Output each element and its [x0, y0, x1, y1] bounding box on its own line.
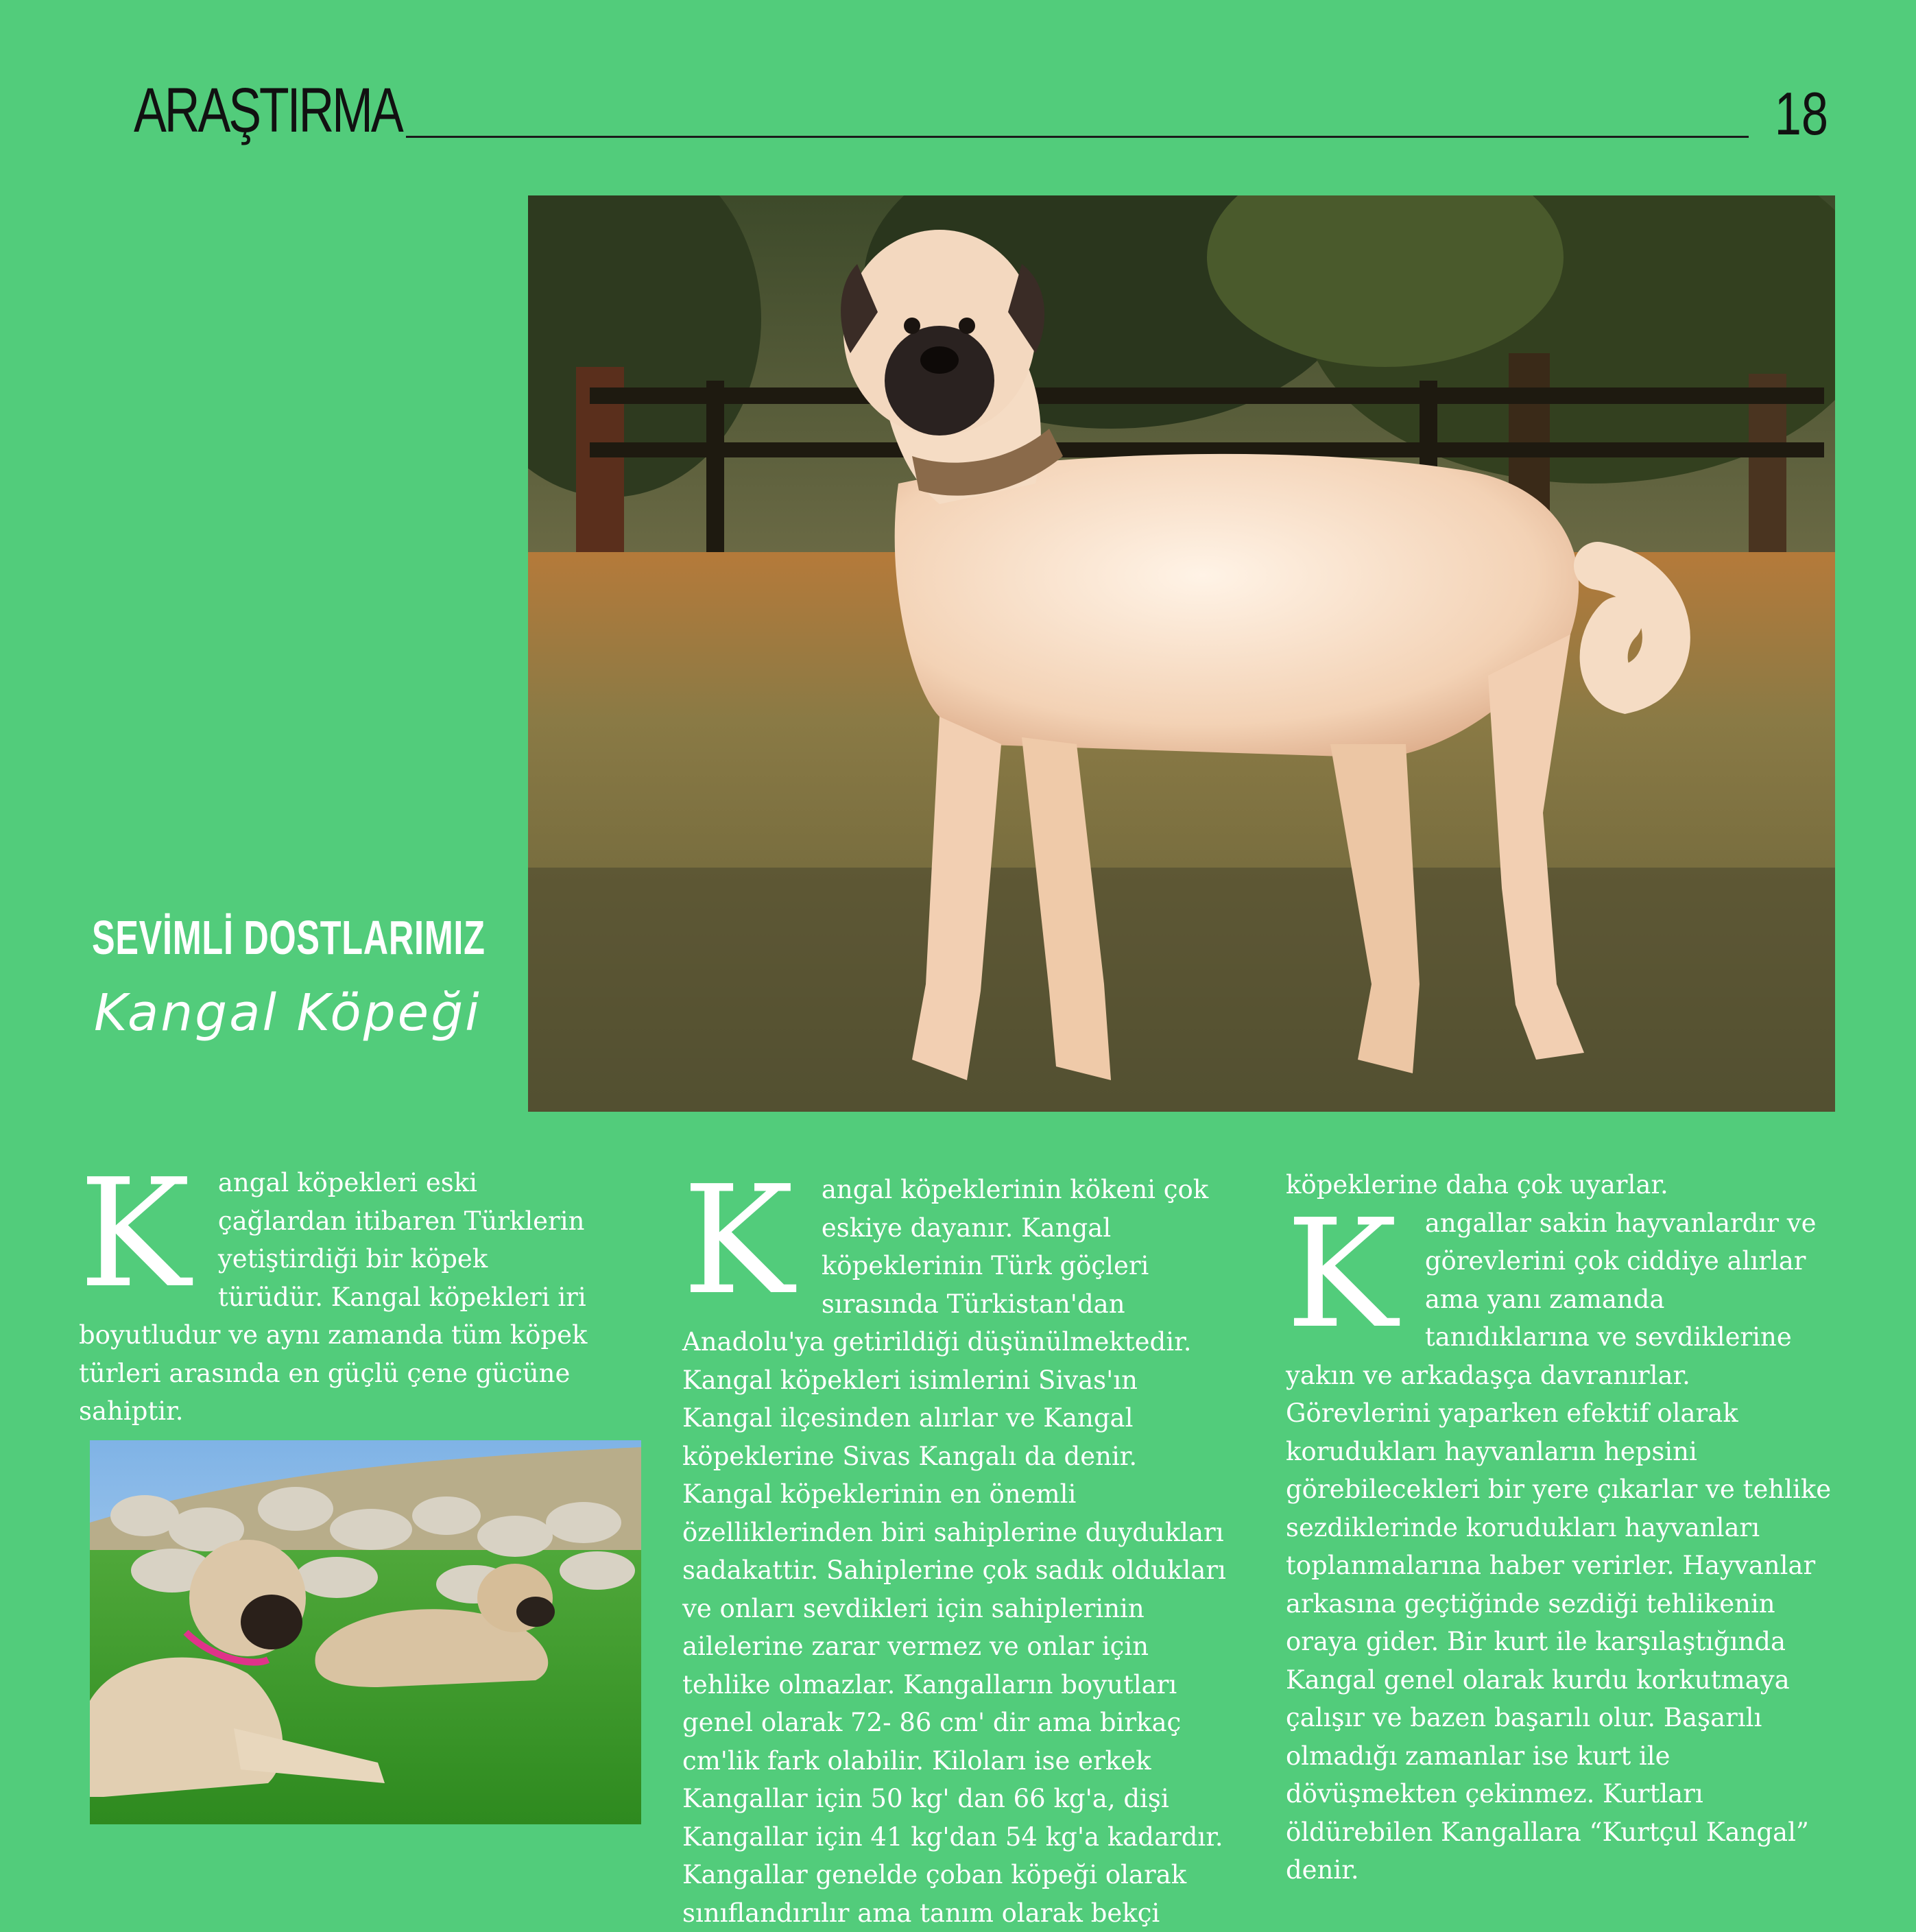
page-number: 18	[1774, 80, 1828, 147]
article-column-2	[682, 1154, 1234, 1932]
feature-title: Kangal Köpeği	[94, 983, 481, 1042]
dropcap: K	[1286, 1187, 1398, 1361]
article-paragraph: angallar sakin hayvanlardır ve görevlerini çok ciddiye alırlar ama yanı zamanda tanıdıklarına ve sevdiklerine yakın ve arkadaşça davranırlar. Görevlerini yaparken efektif olarak korudukları hayvanların hepsini görebilecekleri bir yere çıkarlar ve tehlike sezdiklerinde korudukları hayvanları toplanmalarına haber verirler. Hayvanlar arkasına geçtiğinde sezdiği tehlikenin oraya gider. Bir kurt ile karşılaştığında Kangal genel olarak kurdu korkutmaya çalışır ve bazen başarılı olur. Başarılı olmadığı zamanlar ise kurt ile dövüşmekten çekinmez. Kurtları öldürebilen Kangallara “Kurtçul Kangal” denir.	[1286, 1208, 1832, 1885]
section-header-title: ARAŞTIRMA	[134, 75, 402, 145]
feature-kicker: SEVİMLİ DOSTLARIMIZ	[92, 911, 486, 964]
article-paragraph: angal köpekleri eski çağlardan itibaren Türklerin yetiştirdiği bir köpek türüdür. Kangal köpekleri iri boyutludur ve aynı zamanda tüm köpek türleri arasında en güçlü çene gücüne sahiptir.	[79, 1168, 588, 1426]
kangal-dogs-with-sheep-photo	[90, 1440, 641, 1824]
dropcap: K	[79, 1147, 191, 1321]
article-column-1	[79, 1147, 600, 1431]
article-column-3	[1286, 1166, 1834, 1889]
article-continued-line: köpeklerine daha çok uyarlar.	[1286, 1170, 1668, 1200]
header-rule	[406, 136, 1749, 138]
kangal-dog-standing-photo	[528, 195, 1835, 1112]
article-paragraph: angal köpeklerinin kökeni çok eskiye dayanır. Kangal köpeklerinin Türk göçleri sırasında Türkistan'dan Anadolu'ya getirildiği düşünülmektedir. Kangal köpekleri isimlerini Sivas'ın Kangal ilçesinden alırlar ve Kangal köpeklerine Sivas Kangalı da denir. Kangal köpeklerinin en önemli özelliklerinden biri sahiplerine duydukları sadakattir. Sahiplerine çok sadık oldukları ve onları sevdikleri için sahiplerinin ailelerine zarar vermez ve onlar için tehlike olmazlar. Kangalların boyutları genel olarak 72- 86 cm' dir ama birkaç cm'lik fark olabilir. Kiloları ise erkek Kangallar için 50 kg' dan 66 kg'a, dişi Kangallar için 41 kg'dan 54 kg'a kadardır. Kangallar genelde çoban köpeği olarak sınıflandırılır ama tanım olarak bekçi	[682, 1175, 1226, 1928]
dropcap: K	[682, 1154, 794, 1328]
